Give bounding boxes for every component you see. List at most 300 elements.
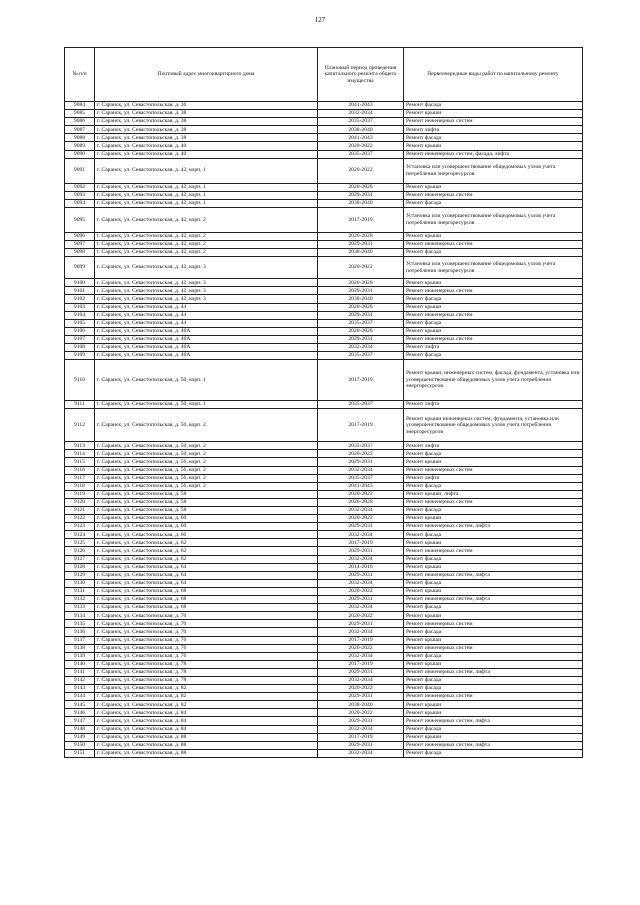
cell-works: Установка или усовершенствование общедомовых узлов учета потребления энергоресурсов bbox=[404, 257, 583, 279]
table-row bbox=[65, 232, 583, 240]
cell-works: Ремонт крыши bbox=[404, 279, 583, 287]
cell-period: 2029-2031 bbox=[318, 668, 404, 676]
table-row bbox=[65, 515, 583, 523]
cell-number: 9111 bbox=[65, 401, 95, 409]
table-row bbox=[65, 709, 583, 717]
table-row bbox=[65, 249, 583, 257]
cell-works: Ремонт инженерных систем bbox=[404, 466, 583, 474]
cell-address: г. Саранск, ул. Севастопольская, д. 84 bbox=[95, 725, 318, 733]
table-row bbox=[65, 507, 583, 515]
cell-period: 2029-2031 bbox=[318, 620, 404, 628]
table-row bbox=[65, 652, 583, 660]
cell-period: 2038-2040 bbox=[318, 126, 404, 134]
table-row bbox=[65, 466, 583, 474]
table-row bbox=[65, 636, 583, 644]
cell-works: Ремонт инженерных систем bbox=[404, 620, 583, 628]
cell-period: 2026-2028 bbox=[318, 183, 404, 191]
cell-works: Ремонт инженерных систем bbox=[404, 547, 583, 555]
cell-works: Ремонт крыши bbox=[404, 539, 583, 547]
table-row bbox=[65, 612, 583, 620]
cell-number: 9148 bbox=[65, 725, 95, 733]
cell-address: г. Саранск, ул. Севастопольская, д. 50, корп. 2 bbox=[95, 442, 318, 450]
cell-period: 2026-2028 bbox=[318, 279, 404, 287]
cell-number: 9130 bbox=[65, 579, 95, 587]
table-row bbox=[65, 360, 583, 401]
cell-number: 9138 bbox=[65, 644, 95, 652]
cell-address: г. Саранск, ул. Севастопольская, д. 56, корп. 2 bbox=[95, 482, 318, 490]
cell-period: 2014-2016 bbox=[318, 563, 404, 571]
cell-period: 2026-2028 bbox=[318, 303, 404, 311]
cell-works: Ремонт инженерных систем bbox=[404, 241, 583, 249]
cell-works: Ремонт инженерных систем bbox=[404, 644, 583, 652]
table-row bbox=[65, 352, 583, 360]
cell-address: г. Саранск, ул. Севастопольская, д. 56, корп. 2 bbox=[95, 474, 318, 482]
cell-number: 9122 bbox=[65, 515, 95, 523]
table-row bbox=[65, 199, 583, 207]
cell-period: 2029-2031 bbox=[318, 287, 404, 295]
cell-period: 2035-2037 bbox=[318, 474, 404, 482]
table-row bbox=[65, 311, 583, 319]
cell-number: 9099 bbox=[65, 257, 95, 279]
cell-number: 9120 bbox=[65, 498, 95, 506]
cell-period: 2020-2022 bbox=[318, 257, 404, 279]
cell-period: 2032-2034 bbox=[318, 343, 404, 351]
cell-number: 9129 bbox=[65, 571, 95, 579]
cell-period: 2017-2019 bbox=[318, 207, 404, 232]
cell-works: Ремонт инженерных систем bbox=[404, 693, 583, 701]
cell-works: Ремонт лифта bbox=[404, 474, 583, 482]
cell-address: г. Саранск, ул. Севастопольская, д. 42, корп. 1 bbox=[95, 158, 318, 183]
cell-period: 2029-2031 bbox=[318, 458, 404, 466]
cell-number: 9095 bbox=[65, 207, 95, 232]
cell-address: г. Саранск, ул. Севастопольская, д. 76 bbox=[95, 652, 318, 660]
cell-number: 9089 bbox=[65, 142, 95, 150]
cell-address: г. Саранск, ул. Севастопольская, д. 46А bbox=[95, 327, 318, 335]
cell-address: г. Саранск, ул. Севастопольская, д. 46А bbox=[95, 352, 318, 360]
table-row bbox=[65, 539, 583, 547]
cell-period: 2029-2031 bbox=[318, 241, 404, 249]
capital-repair-table bbox=[64, 47, 583, 758]
cell-works: Ремонт фасада bbox=[404, 628, 583, 636]
table-row bbox=[65, 741, 583, 749]
table-row bbox=[65, 676, 583, 684]
cell-address: г. Саранск, ул. Севастопольская, д. 42, корп. 2 bbox=[95, 241, 318, 249]
table-row bbox=[65, 343, 583, 351]
cell-works: Ремонт фасада bbox=[404, 652, 583, 660]
cell-period: 2029-2031 bbox=[318, 693, 404, 701]
cell-period: 2029-2031 bbox=[318, 523, 404, 531]
cell-works: Ремонт крыши bbox=[404, 327, 583, 335]
cell-works: Ремонт крыши, лифта bbox=[404, 490, 583, 498]
cell-number: 9098 bbox=[65, 249, 95, 257]
cell-number: 9126 bbox=[65, 547, 95, 555]
cell-works: Ремонт крыши, инженерных систем, фасада, фундамента, установка или усовершенствование общедомовых узлов учета потребления энергоресурсов bbox=[404, 360, 583, 401]
cell-number: 9097 bbox=[65, 241, 95, 249]
table-row bbox=[65, 579, 583, 587]
cell-period: 2020-2022 bbox=[318, 490, 404, 498]
cell-address: г. Саранск, ул. Севастопольская, д. 46А bbox=[95, 343, 318, 351]
cell-number: 9093 bbox=[65, 191, 95, 199]
table-row bbox=[65, 547, 583, 555]
cell-works: Ремонт крыши bbox=[404, 587, 583, 595]
cell-address: г. Саранск, ул. Севастопольская, д. 64 bbox=[95, 579, 318, 587]
cell-address: г. Саранск, ул. Севастопольская, д. 44 bbox=[95, 311, 318, 319]
cell-period: 2017-2019 bbox=[318, 660, 404, 668]
table-row bbox=[65, 327, 583, 335]
cell-period: 2035-2037 bbox=[318, 319, 404, 327]
cell-period: 2020-2022 bbox=[318, 587, 404, 595]
table-row bbox=[65, 110, 583, 118]
cell-number: 9143 bbox=[65, 685, 95, 693]
table-row bbox=[65, 102, 583, 110]
cell-number: 9115 bbox=[65, 458, 95, 466]
cell-number: 9124 bbox=[65, 531, 95, 539]
cell-period: 2038-2040 bbox=[318, 249, 404, 257]
cell-address: г. Саранск, ул. Севастопольская, д. 42, корп. 3 bbox=[95, 257, 318, 279]
cell-address: г. Саранск, ул. Севастопольская, д. 50, корп. 2 bbox=[95, 450, 318, 458]
cell-address: г. Саранск, ул. Севастопольская, д. 78 bbox=[95, 660, 318, 668]
cell-works: Ремонт фасада bbox=[404, 450, 583, 458]
cell-number: 9106 bbox=[65, 327, 95, 335]
table-row bbox=[65, 498, 583, 506]
cell-works: Ремонт лифта bbox=[404, 126, 583, 134]
cell-address: г. Саранск, ул. Севастопольская, д. 62 bbox=[95, 555, 318, 563]
cell-works: Ремонт инженерных систем, лифта bbox=[404, 523, 583, 531]
cell-number: 9141 bbox=[65, 668, 95, 676]
cell-works: Ремонт фасада bbox=[404, 199, 583, 207]
table-row bbox=[65, 401, 583, 409]
table-row bbox=[65, 474, 583, 482]
cell-period: 2020-2022 bbox=[318, 142, 404, 150]
header-works: Первоочередные виды работ по капитальному ремонту bbox=[404, 48, 583, 102]
cell-works: Ремонт инженерных систем, лифта bbox=[404, 741, 583, 749]
cell-period: 2038-2040 bbox=[318, 295, 404, 303]
cell-period: 2038-2040 bbox=[318, 199, 404, 207]
cell-address: г. Саранск, ул. Севастопольская, д. 38 bbox=[95, 118, 318, 126]
table-row bbox=[65, 587, 583, 595]
cell-works: Ремонт фасада bbox=[404, 352, 583, 360]
cell-period: 2020-2022 bbox=[318, 644, 404, 652]
page-number: 127 bbox=[314, 16, 326, 24]
cell-number: 9085 bbox=[65, 110, 95, 118]
table-row bbox=[65, 644, 583, 652]
cell-period: 2029-2031 bbox=[318, 571, 404, 579]
cell-number: 9127 bbox=[65, 555, 95, 563]
table-row bbox=[65, 150, 583, 158]
cell-period: 2032-2034 bbox=[318, 628, 404, 636]
cell-address: г. Саранск, ул. Севастопольская, д. 62 bbox=[95, 539, 318, 547]
cell-number: 9132 bbox=[65, 596, 95, 604]
cell-works: Ремонт крыши bbox=[404, 183, 583, 191]
cell-works: Ремонт крыши bbox=[404, 110, 583, 118]
cell-period: 2032-2034 bbox=[318, 110, 404, 118]
cell-number: 9084 bbox=[65, 102, 95, 110]
cell-period: 2020-2022 bbox=[318, 709, 404, 717]
table-row bbox=[65, 458, 583, 466]
table-row bbox=[65, 183, 583, 191]
table-header bbox=[65, 48, 583, 102]
cell-address: г. Саранск, ул. Севастопольская, д. 84 bbox=[95, 717, 318, 725]
table-row bbox=[65, 604, 583, 612]
cell-number: 9101 bbox=[65, 287, 95, 295]
cell-address: г. Саранск, ул. Севастопольская, д. 38 bbox=[95, 134, 318, 142]
cell-works: Ремонт фасада bbox=[404, 507, 583, 515]
table-row bbox=[65, 207, 583, 232]
cell-period: 2035-2037 bbox=[318, 401, 404, 409]
cell-address: г. Саранск, ул. Севастопольская, д. 62 bbox=[95, 547, 318, 555]
cell-works: Ремонт крыши bbox=[404, 515, 583, 523]
cell-works: Установка или усовершенствование общедомовых узлов учета потребления энергоресурсов bbox=[404, 207, 583, 232]
cell-works: Ремонт крыши bbox=[404, 660, 583, 668]
cell-period: 2017-2019 bbox=[318, 539, 404, 547]
cell-address: г. Саранск, ул. Севастопольская, д. 82 bbox=[95, 685, 318, 693]
cell-works: Ремонт инженерных систем bbox=[404, 498, 583, 506]
cell-number: 9150 bbox=[65, 741, 95, 749]
cell-address: г. Саранск, ул. Севастопольская, д. 42, корп. 3 bbox=[95, 287, 318, 295]
cell-address: г. Саранск, ул. Севастопольская, д. 78 bbox=[95, 668, 318, 676]
cell-works: Ремонт фасада bbox=[404, 295, 583, 303]
cell-number: 9096 bbox=[65, 232, 95, 240]
cell-period: 2029-2031 bbox=[318, 547, 404, 555]
cell-period: 2041-2043 bbox=[318, 102, 404, 110]
cell-address: г. Саранск, ул. Севастопольская, д. 60 bbox=[95, 523, 318, 531]
table-row bbox=[65, 685, 583, 693]
table-row bbox=[65, 134, 583, 142]
cell-address: г. Саранск, ул. Севастопольская, д. 68 bbox=[95, 587, 318, 595]
cell-number: 9110 bbox=[65, 360, 95, 401]
cell-address: г. Саранск, ул. Севастопольская, д. 58 bbox=[95, 498, 318, 506]
cell-number: 9100 bbox=[65, 279, 95, 287]
cell-period: 2032-2034 bbox=[318, 531, 404, 539]
cell-period: 2029-2031 bbox=[318, 596, 404, 604]
cell-address: г. Саранск, ул. Севастопольская, д. 42, корп. 2 bbox=[95, 207, 318, 232]
table-row bbox=[65, 523, 583, 531]
cell-number: 9088 bbox=[65, 134, 95, 142]
cell-address: г. Саранск, ул. Севастопольская, д. 70 bbox=[95, 612, 318, 620]
cell-address: г. Саранск, ул. Севастопольская, д. 82 bbox=[95, 701, 318, 709]
table-row bbox=[65, 563, 583, 571]
cell-address: г. Саранск, ул. Севастопольская, д. 50, корп. 1 bbox=[95, 360, 318, 401]
table-row bbox=[65, 693, 583, 701]
cell-address: г. Саранск, ул. Севастопольская, д. 88 bbox=[95, 741, 318, 749]
cell-number: 9109 bbox=[65, 352, 95, 360]
cell-period: 2035-2037 bbox=[318, 352, 404, 360]
cell-works: Ремонт фасада bbox=[404, 579, 583, 587]
cell-period: 2041-2043 bbox=[318, 134, 404, 142]
table-row bbox=[65, 158, 583, 183]
header-num: № п/п bbox=[65, 48, 95, 102]
cell-address: г. Саранск, ул. Севастопольская, д. 38 bbox=[95, 126, 318, 134]
cell-period: 2026-2028 bbox=[318, 498, 404, 506]
cell-period: 2020-2022 bbox=[318, 685, 404, 693]
table-row bbox=[65, 668, 583, 676]
cell-number: 9134 bbox=[65, 612, 95, 620]
cell-address: г. Саранск, ул. Севастопольская, д. 64 bbox=[95, 563, 318, 571]
table-row bbox=[65, 749, 583, 757]
cell-works: Ремонт крыши bbox=[404, 733, 583, 741]
cell-address: г. Саранск, ул. Севастопольская, д. 78 bbox=[95, 676, 318, 684]
cell-number: 9151 bbox=[65, 749, 95, 757]
cell-number: 9146 bbox=[65, 709, 95, 717]
cell-address: г. Саранск, ул. Севастопольская, д. 76 bbox=[95, 644, 318, 652]
cell-address: г. Саранск, ул. Севастопольская, д. 50, корп. 2 bbox=[95, 409, 318, 442]
table-row bbox=[65, 335, 583, 343]
cell-period: 2017-2019 bbox=[318, 360, 404, 401]
cell-address: г. Саранск, ул. Севастопольская, д. 42, корп. 2 bbox=[95, 249, 318, 257]
cell-number: 9133 bbox=[65, 604, 95, 612]
cell-number: 9107 bbox=[65, 335, 95, 343]
cell-address: г. Саранск, ул. Севастопольская, д. 46А bbox=[95, 335, 318, 343]
cell-address: г. Саранск, ул. Севастопольская, д. 68 bbox=[95, 604, 318, 612]
cell-address: г. Саранск, ул. Севастопольская, д. 42, корп. 3 bbox=[95, 295, 318, 303]
table-row bbox=[65, 295, 583, 303]
cell-address: г. Саранск, ул. Севастопольская, д. 36 bbox=[95, 102, 318, 110]
cell-period: 2020-2022 bbox=[318, 612, 404, 620]
table-row bbox=[65, 191, 583, 199]
cell-address: г. Саранск, ул. Севастопольская, д. 40 bbox=[95, 150, 318, 158]
cell-works: Ремонт инженерных систем, лифта bbox=[404, 717, 583, 725]
cell-address: г. Саранск, ул. Севастопольская, д. 42, корп. 1 bbox=[95, 191, 318, 199]
table-row bbox=[65, 409, 583, 442]
cell-number: 9112 bbox=[65, 409, 95, 442]
cell-address: г. Саранск, ул. Севастопольская, д. 38 bbox=[95, 110, 318, 118]
cell-number: 9113 bbox=[65, 442, 95, 450]
cell-works: Ремонт лифта bbox=[404, 401, 583, 409]
cell-works: Ремонт фасада bbox=[404, 319, 583, 327]
table-row bbox=[65, 450, 583, 458]
cell-number: 9131 bbox=[65, 587, 95, 595]
cell-number: 9149 bbox=[65, 733, 95, 741]
cell-number: 9118 bbox=[65, 482, 95, 490]
cell-works: Ремонт фасада bbox=[404, 134, 583, 142]
cell-works: Ремонт крыши bbox=[404, 232, 583, 240]
cell-address: г. Саранск, ул. Севастопольская, д. 56, корп. 2 bbox=[95, 458, 318, 466]
cell-address: г. Саранск, ул. Севастопольская, д. 60 bbox=[95, 515, 318, 523]
table-row bbox=[65, 118, 583, 126]
table-row bbox=[65, 555, 583, 563]
cell-address: г. Саранск, ул. Севастопольская, д. 42, корп. 2 bbox=[95, 232, 318, 240]
cell-number: 9121 bbox=[65, 507, 95, 515]
cell-period: 2032-2034 bbox=[318, 507, 404, 515]
table-row bbox=[65, 571, 583, 579]
cell-period: 2032-2034 bbox=[318, 466, 404, 474]
cell-period: 2020-2022 bbox=[318, 515, 404, 523]
cell-works: Ремонт инженерных систем, фасада, лифта bbox=[404, 150, 583, 158]
cell-number: 9135 bbox=[65, 620, 95, 628]
cell-number: 9128 bbox=[65, 563, 95, 571]
cell-number: 9144 bbox=[65, 693, 95, 701]
cell-works: Ремонт инженерных систем bbox=[404, 287, 583, 295]
cell-number: 9147 bbox=[65, 717, 95, 725]
cell-address: г. Саранск, ул. Севастопольская, д. 44 bbox=[95, 319, 318, 327]
cell-address: г. Саранск, ул. Севастопольская, д. 88 bbox=[95, 749, 318, 757]
cell-works: Ремонт крыши bbox=[404, 563, 583, 571]
cell-address: г. Саранск, ул. Севастопольская, д. 82 bbox=[95, 693, 318, 701]
cell-address: г. Саранск, ул. Севастопольская, д. 68 bbox=[95, 596, 318, 604]
cell-works: Ремонт инженерных систем bbox=[404, 335, 583, 343]
cell-works: Ремонт крыши bbox=[404, 142, 583, 150]
cell-works: Ремонт инженерных систем, лифта bbox=[404, 571, 583, 579]
cell-works: Ремонт фасада bbox=[404, 749, 583, 757]
cell-number: 9136 bbox=[65, 628, 95, 636]
cell-works: Ремонт фасада bbox=[404, 531, 583, 539]
cell-address: г. Саранск, ул. Севастопольская, д. 58 bbox=[95, 490, 318, 498]
table-row bbox=[65, 660, 583, 668]
table-row bbox=[65, 142, 583, 150]
table-row bbox=[65, 303, 583, 311]
cell-period: 2032-2034 bbox=[318, 579, 404, 587]
cell-works: Ремонт фасада bbox=[404, 249, 583, 257]
cell-number: 9087 bbox=[65, 126, 95, 134]
cell-period: 2032-2034 bbox=[318, 652, 404, 660]
cell-works: Ремонт лифта bbox=[404, 343, 583, 351]
table-row bbox=[65, 717, 583, 725]
cell-works: Ремонт крыши bbox=[404, 612, 583, 620]
cell-period: 2032-2034 bbox=[318, 676, 404, 684]
cell-period: 2020-2022 bbox=[318, 158, 404, 183]
cell-period: 2041-2043 bbox=[318, 482, 404, 490]
table-row bbox=[65, 531, 583, 539]
table-row bbox=[65, 257, 583, 279]
table-row bbox=[65, 701, 583, 709]
cell-works: Ремонт фасада bbox=[404, 604, 583, 612]
cell-address: г. Саранск, ул. Севастопольская, д. 42, корп. 1 bbox=[95, 199, 318, 207]
cell-works: Ремонт крыши bbox=[404, 458, 583, 466]
cell-period: 2020-2022 bbox=[318, 450, 404, 458]
cell-period: 2032-2034 bbox=[318, 604, 404, 612]
table-row bbox=[65, 319, 583, 327]
cell-number: 9123 bbox=[65, 523, 95, 531]
table-row bbox=[65, 620, 583, 628]
cell-period: 2017-2019 bbox=[318, 409, 404, 442]
cell-address: г. Саранск, ул. Севастопольская, д. 56, корп. 2 bbox=[95, 466, 318, 474]
cell-period: 2035-2037 bbox=[318, 150, 404, 158]
cell-number: 9140 bbox=[65, 660, 95, 668]
cell-works: Ремонт инженерных систем, лифта bbox=[404, 596, 583, 604]
cell-address: г. Саранск, ул. Севастопольская, д. 84 bbox=[95, 709, 318, 717]
cell-number: 9094 bbox=[65, 199, 95, 207]
cell-number: 9116 bbox=[65, 466, 95, 474]
table-row bbox=[65, 287, 583, 295]
cell-works: Ремонт фасада bbox=[404, 555, 583, 563]
cell-address: г. Саранск, ул. Севастопольская, д. 58 bbox=[95, 507, 318, 515]
cell-number: 9145 bbox=[65, 701, 95, 709]
table-row bbox=[65, 241, 583, 249]
cell-number: 9142 bbox=[65, 676, 95, 684]
cell-number: 9139 bbox=[65, 652, 95, 660]
cell-address: г. Саранск, ул. Севастопольская, д. 42, корп. 3 bbox=[95, 279, 318, 287]
cell-works: Ремонт фасада bbox=[404, 676, 583, 684]
cell-number: 9119 bbox=[65, 490, 95, 498]
cell-period: 2029-2031 bbox=[318, 191, 404, 199]
header-period: Плановый период проведения капитального ремонта общего имущества bbox=[318, 48, 404, 102]
cell-period: 2029-2031 bbox=[318, 311, 404, 319]
cell-address: г. Саранск, ул. Севастопольская, д. 70 bbox=[95, 620, 318, 628]
cell-period: 2038-2040 bbox=[318, 701, 404, 709]
cell-works: Ремонт фасада bbox=[404, 102, 583, 110]
table-row bbox=[65, 596, 583, 604]
cell-number: 9103 bbox=[65, 303, 95, 311]
cell-period: 2035-2037 bbox=[318, 442, 404, 450]
cell-number: 9092 bbox=[65, 183, 95, 191]
cell-period: 2032-2034 bbox=[318, 725, 404, 733]
cell-period: 2035-2037 bbox=[318, 118, 404, 126]
cell-period: 2029-2031 bbox=[318, 741, 404, 749]
cell-number: 9090 bbox=[65, 150, 95, 158]
cell-address: г. Саранск, ул. Севастопольская, д. 70 bbox=[95, 628, 318, 636]
cell-number: 9114 bbox=[65, 450, 95, 458]
cell-period: 2017-2019 bbox=[318, 733, 404, 741]
